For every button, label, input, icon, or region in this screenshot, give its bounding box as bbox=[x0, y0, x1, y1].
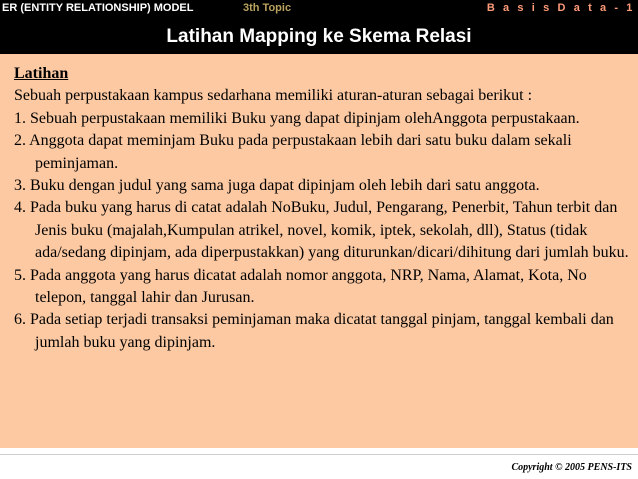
header-bar bbox=[0, 0, 638, 18]
content-heading: Latihan bbox=[14, 65, 69, 82]
list-item: 5. Pada anggota yang harus dicatat adalah nomor anggota, NRP, Nama, Alamat, Kota, No telepon, tanggal lahir dan Jurusan. bbox=[14, 266, 587, 307]
slide-title: Latihan Mapping ke Skema Relasi bbox=[0, 18, 638, 54]
header-topic-label: ER (ENTITY RELATIONSHIP) MODEL bbox=[2, 2, 194, 14]
list-item: 1. Sebuah perpustakaan memiliki Buku yang dapat dipinjam olehAnggota perpustakaan. bbox=[14, 109, 580, 127]
list-item: 6. Pada setiap terjadi transaksi peminjaman maka dicatat tanggal pinjam, tanggal kembali dan jumlah buku yang dipinjam. bbox=[14, 311, 614, 351]
list-item: 2. Anggota dapat meminjam Buku pada perpustakaan lebih dari satu buku dalam sekali peminjaman. bbox=[14, 132, 572, 172]
footer-divider bbox=[0, 454, 638, 455]
slide-content bbox=[0, 54, 638, 448]
content-intro: Sebuah perpustakaan kampus sedarhana memiliki aturan-aturan sebagai berikut : bbox=[14, 87, 533, 105]
footer-copyright: Copyright © 2005 PENS-ITS bbox=[511, 462, 632, 473]
header-course-label: B a s i s D a t a - 1 bbox=[486, 2, 635, 14]
list-item: 4. Pada buku yang harus di catat adalah NoBuku, Judul, Pengarang, Penerbit, Tahun terbit dan Jenis buku (majalah,Kumpulan atrikel, novel, komik, iptek, sekolah, dll), Status (tidak ada/sedang dipinjam, ada diperpustakkan) yang diturunkan/dicari/dihitung dari jumlah buku. bbox=[14, 199, 629, 262]
header-topic-number: 3th Topic bbox=[243, 2, 292, 14]
list-item: 3. Buku dengan judul yang sama juga dapat dipinjam oleh lebih dari satu anggota. bbox=[14, 177, 540, 195]
